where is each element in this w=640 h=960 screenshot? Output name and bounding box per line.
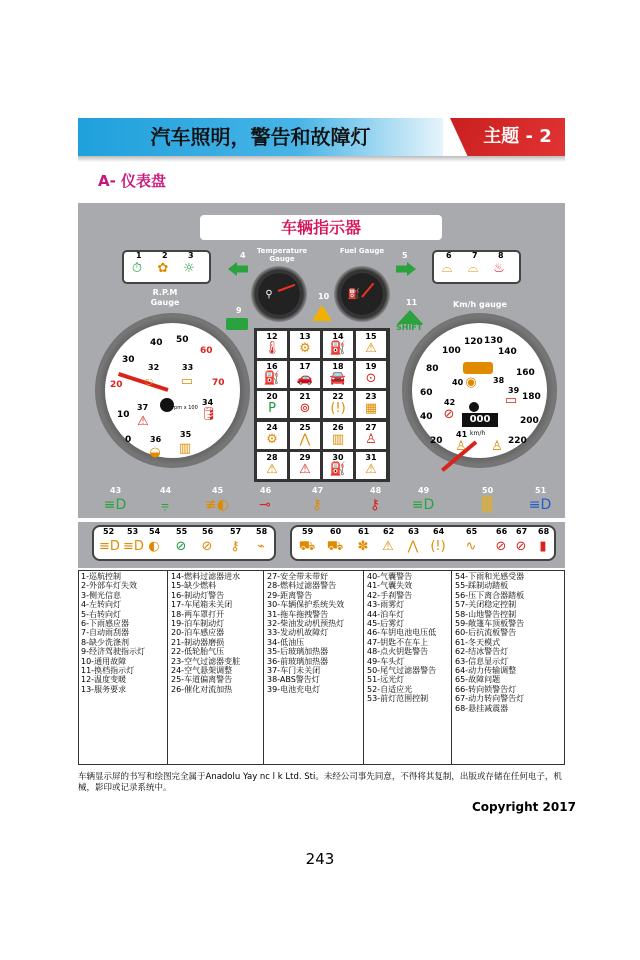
legend-item: 37-车门未关闭 (267, 666, 321, 676)
pill-number: 52 (103, 527, 115, 536)
lamp-number: 1 (136, 251, 142, 260)
banner-shadow (78, 156, 565, 162)
indicator-cell (289, 360, 321, 389)
legend-item: 49-车头灯 (367, 656, 405, 666)
page-number: 243 (305, 850, 335, 868)
pill-icon: ⚠ (382, 539, 394, 554)
legend-item: 12-温度变暖 (81, 675, 127, 685)
pill-icon: ≡D (123, 539, 144, 554)
legend-item: 22-低轮胎气压 (171, 647, 225, 657)
indicator-icon: 🚘 (329, 371, 347, 387)
indicator-icon: ⚠ (365, 461, 377, 477)
indicator-number: 26 (332, 422, 344, 432)
indicator-cell (289, 421, 321, 450)
indicator-cell (355, 330, 387, 359)
legend-item: 38-ABS警告灯 (267, 675, 320, 685)
legend-item: 50-尾气过滤器警告 (367, 666, 437, 676)
legend-item: 18-两车罩打开 (171, 609, 225, 619)
temperature-gauge-label: Temperature Gauge (256, 247, 308, 263)
bottom-lamp-number: 51 (535, 486, 547, 495)
indicator-number: 14 (332, 332, 344, 341)
legend-item: 67-动力转向警告灯 (455, 694, 525, 704)
pill-icon: ⊘ (175, 539, 187, 554)
indicator-number: 30 (332, 452, 344, 462)
bottom-lamp-number: 44 (160, 486, 172, 495)
legend-item: 63-信息显示灯 (455, 656, 509, 666)
indicator-icon: ▥ (331, 431, 345, 447)
indicator-number: 27 (365, 422, 377, 432)
legend-column-1 (78, 570, 168, 765)
indicator-icon: (!) (330, 401, 346, 417)
kmh-number: 40 (420, 412, 433, 422)
pill-number: 58 (256, 527, 268, 536)
bottom-lamp-icon: ≡D (103, 497, 127, 513)
kmh-number: 140 (498, 347, 517, 357)
bottom-lamp-icon: ⚷ (311, 497, 323, 513)
bottom-lamp-icon: ⊸ (259, 497, 271, 513)
rpm-number: 50 (176, 335, 189, 345)
kmh-number: 130 (484, 336, 503, 346)
indicator-cell (322, 421, 354, 450)
pill-icon: ⌁ (257, 539, 265, 554)
lamp-number: 39 (508, 386, 520, 395)
lamp-number: 2 (162, 251, 168, 260)
rpm-number: 30 (122, 355, 135, 365)
kmh-number: 100 (442, 346, 461, 356)
bottom-lamp-number: 43 (110, 486, 122, 495)
legend-item: 34-低油压 (267, 637, 305, 647)
bulb-failure-icon: ✿ (157, 261, 169, 276)
copyright-note: 车辆显示屏的书写和绘图完全属于Anadolu Yay nc l k Ltd. Sti。未经公司事先同意，不得将其复制，出版或存储在任何电子，机械，影印或记录系统中。 (78, 772, 562, 793)
lamp-number: 38 (493, 376, 505, 385)
bottom-lamp-number: 50 (482, 486, 494, 495)
pill-number: 59 (302, 527, 314, 536)
indicator-icon: ⚠ (299, 461, 311, 477)
indicator-number: 28 (266, 452, 278, 462)
indicator-cell (355, 360, 387, 389)
washer-fluid-icon: ♨ (493, 261, 505, 276)
indicator-icon: ⚙ (299, 341, 311, 356)
kmh-number: 60 (420, 388, 433, 398)
rpm-gauge-label: R.P.M Gauge (150, 288, 180, 307)
pill-number: 60 (330, 527, 342, 536)
legend-item: 6-下雨感应器 (81, 619, 129, 629)
legend-item: 3-侧光信息 (81, 590, 121, 600)
indicator-icon: ⚠ (365, 341, 377, 356)
lamp-number: 10 (318, 292, 330, 301)
bottom-lamp-icon: ≡D (411, 497, 435, 513)
legend-item: 27-安全带未带好 (267, 572, 329, 581)
rpm-unit: rpm x 100 (172, 405, 198, 411)
lamp-number: 11 (406, 298, 418, 307)
legend-item: 65-故障问题 (455, 675, 501, 685)
indicator-number: 13 (299, 332, 311, 341)
pill-icon: ◐ (148, 539, 160, 554)
pill-number: 64 (433, 527, 445, 536)
legend-item: 2-外部车灯失效 (81, 581, 137, 591)
indicator-number: 22 (332, 392, 344, 402)
glow-plug-icon: ಲ (144, 374, 154, 389)
indicator-cell (322, 390, 354, 419)
bottom-lamp-number: 46 (260, 486, 272, 495)
pill-icon: ⊘ (515, 539, 527, 554)
kmh-number: 120 (464, 337, 483, 347)
indicator-icon: ⚙ (266, 431, 278, 447)
legend-item: 35-后玻璃加热器 (267, 647, 329, 657)
legend-item: 7-自动雨刮器 (81, 628, 129, 638)
lamp-number: 4 (240, 251, 246, 260)
legend-item: 58-山地警告控制 (455, 609, 517, 619)
indicator-cell (256, 330, 288, 359)
legend-item: 59-敞篷车顶板警告 (455, 619, 525, 629)
pill-icon: ⛟ (326, 539, 344, 554)
lamp-number: 33 (182, 363, 194, 372)
indicator-icon: ⋀ (299, 431, 311, 447)
legend-item: 1-巡航控制 (81, 572, 121, 581)
indicator-number: 25 (299, 422, 311, 432)
legend-item: 4-左转向灯 (81, 600, 121, 610)
pill-icon: ∿ (465, 539, 477, 554)
kmh-number: 80 (426, 364, 439, 374)
pill-number: 61 (358, 527, 370, 536)
indicator-cell (256, 390, 288, 419)
legend-item: 47-钥匙不在车上 (367, 637, 429, 647)
legend-item: 57-关闭稳定控制 (455, 600, 517, 610)
lamp-number: 5 (402, 251, 408, 260)
legend-item: 32-柴油发动机预热灯 (267, 619, 345, 629)
pill-number: 55 (176, 527, 188, 536)
front-defrost-icon: ◒ (149, 445, 161, 460)
legend-item: 20-泊车感应器 (171, 628, 225, 638)
indicator-number: 16 (266, 362, 278, 372)
indicator-icon: ♙ (365, 431, 377, 447)
pill-number: 56 (202, 527, 214, 536)
indicator-icon: ⊙ (365, 371, 377, 387)
dashboard-title: 车辆指示器 (200, 215, 442, 240)
kmh-number: 220 (508, 436, 527, 446)
legend-item: 60-后抗流板警告 (455, 628, 517, 638)
pill-number: 57 (230, 527, 242, 536)
pill-icon: ✽ (357, 539, 369, 554)
indicator-icon: ⊚ (299, 401, 311, 417)
lamp-number: 8 (498, 251, 504, 260)
legend-item: 54-下雨和光感受器 (455, 572, 525, 581)
legend-item: 10-通用故障 (81, 656, 127, 666)
eco-drive-icon (226, 318, 248, 330)
legend-item: 42-手刹警告 (367, 590, 413, 600)
rain-sensor-icon: ⌓ (441, 261, 453, 276)
legend-item: 9-经济驾驶指示灯 (81, 647, 145, 657)
pill-icon: ⊘ (201, 539, 213, 554)
auto-wiper-icon: ⌓ (467, 261, 479, 276)
indicator-cell (256, 421, 288, 450)
legend-item: 17-车尾箱未关闭 (171, 600, 233, 610)
lamp-number: 3 (188, 251, 194, 260)
pill-number: 66 (496, 527, 508, 536)
cruise-control-icon: ⏱ (131, 261, 143, 276)
legend-item: 56-压下离合器踏板 (455, 590, 525, 600)
rpm-number: 20 (110, 380, 123, 390)
shift-label: SHIFT (396, 323, 423, 332)
legend-item: 5-右转向灯 (81, 609, 121, 619)
indicator-number: 18 (332, 362, 344, 372)
kmh-needle-hub (469, 402, 479, 412)
indicator-number: 24 (266, 422, 278, 432)
indicator-number: 23 (365, 392, 377, 402)
legend-item: 40-气囊警告 (367, 572, 413, 581)
bottom-lamp-icon: ≢◐ (205, 497, 229, 513)
legend-item: 48-点火钥匙警告 (367, 647, 429, 657)
legend-item: 61-冬天模式 (455, 637, 501, 647)
legend-column-4 (364, 570, 452, 765)
legend-item: 11-换档指示灯 (81, 666, 135, 676)
legend-item: 45-后雾灯 (367, 619, 405, 629)
thermometer-icon: ⚲ (265, 289, 273, 300)
handbrake-icon: ⊘ (443, 407, 455, 422)
indicator-cell (355, 390, 387, 419)
legend-item: 43-雨雾灯 (367, 600, 405, 610)
bottom-lamp-icon: ⚷ (369, 497, 381, 513)
engine-check-icon: ▭ (180, 374, 194, 389)
legend-item: 46-车钥电池电压低 (367, 628, 437, 638)
lamp-number: 36 (150, 435, 162, 444)
door-open-icon: ⚠ (137, 414, 149, 429)
kmh-number: 200 (520, 416, 539, 426)
pill-icon: ⛟ (298, 539, 316, 554)
indicator-number: 19 (365, 362, 377, 372)
indicator-cell (289, 451, 321, 480)
indicator-icon: ⛽ (329, 461, 347, 477)
section-heading: A- 仪表盘 (98, 172, 167, 190)
legend-item: 51-远光灯 (367, 675, 405, 685)
legend-item: 52-自适应光 (367, 684, 413, 694)
lamp-number: 37 (137, 403, 149, 412)
legend-item: 31-拖车拖拽警告 (267, 609, 329, 619)
bottom-lamp-icon: ⩦ (160, 497, 170, 513)
pill-number: 68 (538, 527, 550, 536)
lamp-number: 40 (452, 378, 464, 387)
side-light-icon: ☼ (183, 261, 195, 276)
rear-defrost-icon: ▥ (178, 441, 192, 456)
rpm-number: 10 (117, 410, 130, 420)
lamp-number: 35 (180, 430, 192, 439)
kmh-number: 160 (516, 368, 535, 378)
kmh-gauge-label: Km/h gauge (453, 300, 507, 309)
indicator-icon: 🚗 (296, 371, 314, 387)
bottom-lamp-number: 47 (312, 486, 324, 495)
kmh-number: 180 (522, 392, 541, 402)
indicator-number: 12 (266, 332, 278, 341)
rpm-number: 70 (212, 378, 225, 388)
pill-icon: ≡D (99, 539, 120, 554)
oil-pressure-icon: 🛢 (200, 407, 218, 422)
lamp-number: 41 (456, 430, 468, 439)
indicator-number: 15 (365, 332, 377, 341)
rpm-number: 0 (125, 435, 132, 445)
legend-item: 19-泊车制动灯 (171, 619, 225, 629)
legend-item: 53-前灯范围控制 (367, 694, 429, 704)
legend-item: 21-制动器磨损 (171, 637, 225, 647)
pill-number: 65 (466, 527, 478, 536)
battery-icon: ▭ (504, 393, 518, 408)
legend-item: 66-转向锁警告灯 (455, 684, 517, 694)
legend-item: 16-制动灯警告 (171, 590, 225, 600)
indicator-cell (289, 330, 321, 359)
legend-item: 55-踩制动踏板 (455, 581, 509, 591)
indicator-cell (322, 330, 354, 359)
lamp-number: 7 (472, 251, 478, 260)
indicator-icon: 🌡 (263, 341, 281, 356)
indicator-cell (355, 451, 387, 480)
legend-item: 62-结冰警告灯 (455, 647, 509, 657)
rpm-number: 60 (200, 346, 213, 356)
pill-number: 62 (383, 527, 395, 536)
indicator-cell (256, 360, 288, 389)
lamp-number: 32 (148, 363, 160, 372)
legend-item: 30-车辆保护系统失效 (267, 600, 345, 610)
indicator-number: 17 (299, 362, 311, 372)
legend-item: 39-电池充电灯 (267, 684, 321, 694)
legend-item: 28-燃料过滤器警告 (267, 581, 337, 591)
pill-icon: ⚷ (230, 539, 240, 554)
legend-column-2 (168, 570, 264, 765)
indicator-icon: ⚠ (266, 461, 278, 477)
indicator-cell (322, 360, 354, 389)
indicator-number: 31 (365, 452, 377, 462)
legend-item: 14-燃料过滤器进水 (171, 572, 241, 581)
indicator-icon: P (268, 401, 276, 417)
bottom-lamp-icon: ≡D (528, 497, 552, 513)
lamp-number: 9 (236, 306, 242, 315)
kmh-unit: km/h (470, 430, 486, 437)
legend-item: 68-悬挂减震器 (455, 703, 509, 713)
parking-brake-lamp-icon (463, 362, 493, 374)
indicator-icon: ▦ (364, 401, 378, 417)
bottom-lamp-number: 48 (370, 486, 382, 495)
indicator-number: 29 (299, 452, 311, 462)
legend-item: 8-缺少洗涤剂 (81, 637, 129, 647)
legend-item: 29-距离警告 (267, 590, 313, 600)
legend-column-5 (452, 570, 565, 765)
fuel-pump-icon: ⛽ (347, 289, 361, 300)
pill-number: 67 (516, 527, 528, 536)
legend-item: 13-服务要求 (81, 684, 127, 694)
indicator-number: 21 (299, 392, 311, 402)
indicator-cell (355, 421, 387, 450)
pill-number: 53 (127, 527, 139, 536)
bottom-lamp-number: 45 (212, 486, 224, 495)
indicator-cell (256, 451, 288, 480)
pill-icon: ▮ (539, 539, 547, 554)
legend-item: 23-空气过滤器变脏 (171, 656, 241, 666)
legend-item: 41-气囊失效 (367, 581, 413, 591)
rpm-number: 40 (150, 338, 163, 348)
pill-icon: ⋀ (407, 539, 419, 554)
pill-number: 54 (149, 527, 161, 536)
legend-item: 26-催化对流加热 (171, 684, 233, 694)
legend-item: 25-车道偏离警告 (171, 675, 233, 685)
page-title: 汽车照明，警告和故障灯 (150, 125, 371, 149)
lamp-number: 42 (444, 398, 456, 407)
legend-column-3 (264, 570, 364, 765)
fuel-gauge-label: Fuel Gauge (339, 247, 385, 255)
copyright: Copyright 2017 (472, 800, 576, 814)
legend-item: 33-发动机故障灯 (267, 628, 329, 638)
airbag-icon: ◉ (465, 375, 477, 390)
legend-item: 24-空气悬架调整 (171, 666, 233, 676)
airbag-off-icon: ♙ (491, 439, 503, 454)
odometer: 000 (462, 413, 498, 427)
kmh-number: 20 (430, 436, 443, 446)
seatbelt-icon: ♙ (455, 439, 467, 454)
bottom-lamp-number: 49 (418, 486, 430, 495)
indicator-cell (322, 451, 354, 480)
indicator-cell (289, 390, 321, 419)
indicator-number: 20 (266, 392, 278, 402)
lamp-number: 6 (446, 251, 452, 260)
legend-item: 15-缺少燃料 (171, 581, 217, 591)
bottom-lamp-icon: ▒ (481, 497, 493, 513)
legend-item: 64-动力传输调整 (455, 666, 517, 676)
lamp-number: 34 (202, 398, 214, 407)
legend-item: 36-前玻璃加热器 (267, 656, 329, 666)
indicator-icon: ⛽ (329, 341, 347, 356)
pill-number: 63 (408, 527, 420, 536)
legend-item: 44-泊车灯 (367, 609, 405, 619)
indicator-icon: ⛽ (263, 371, 281, 387)
pill-icon: ⊘ (495, 539, 507, 554)
pill-icon: (!) (430, 539, 446, 554)
topic-label: 主题 - 2 (483, 126, 552, 147)
